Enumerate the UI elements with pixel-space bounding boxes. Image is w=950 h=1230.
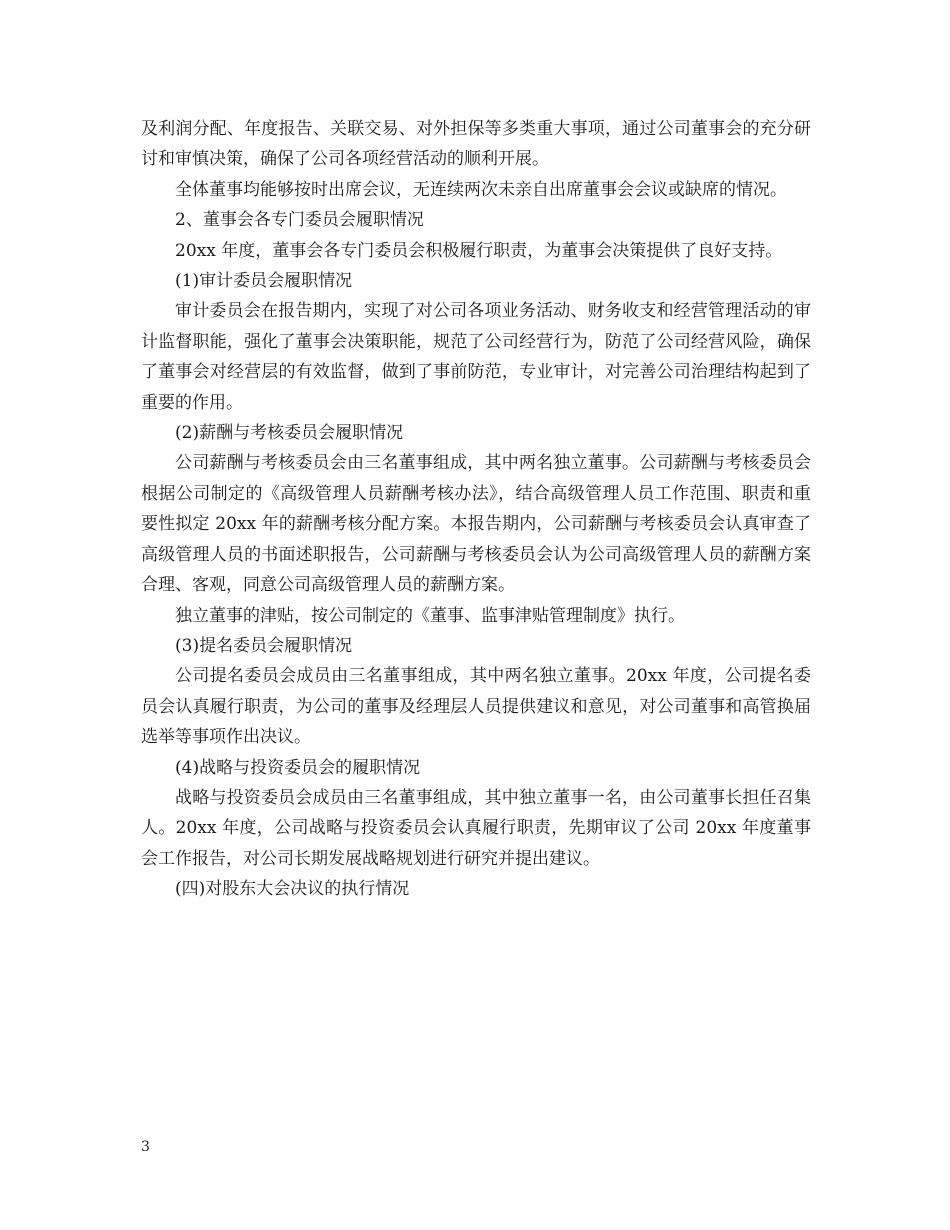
body-paragraph: 20xx 年度，董事会各专门委员会积极履行职责，为董事会决策提供了良好支持。 [175, 240, 783, 261]
body-paragraph: 公司提名委员会成员由三名董事组成，其中两名独立董事。20xx 年度，公司提名委员会认真履行职责，为公司的董事及经理层人员提供建议和意见，对公司董事和高管换届选举等事项作出决议。 [141, 666, 811, 748]
body-paragraph: 及利润分配、年度报告、关联交易、对外担保等多类重大事项，通过公司董事会的充分研讨和审慎决策，确保了公司各项经营活动的顺利开展。 [141, 119, 811, 170]
section-heading: (四)对股东大会决议的执行情况 [175, 879, 410, 900]
subsection-heading: (2)薪酬与考核委员会履职情况 [175, 423, 404, 444]
page-number: 3 [141, 1139, 150, 1155]
section-heading: 2、董事会各专门委员会履职情况 [175, 210, 424, 231]
body-paragraph: 全体董事均能够按时出席会议，无连续两次未亲自出席董事会会议或缺席的情况。 [175, 179, 787, 200]
body-paragraph: 战略与投资委员会成员由三名董事组成，其中独立董事一名，由公司董事长担任召集人。20xx 年度，公司战略与投资委员会认真履行职责，先期审议了公司 20xx 年度董事会工作报告，对公司长期发展战略规划进行研究并提出建议。 [141, 787, 811, 869]
body-paragraph: 独立董事的津贴，按公司制定的《董事、监事津贴管理制度》执行。 [175, 605, 685, 626]
body-paragraph: 公司薪酬与考核委员会由三名董事组成，其中两名独立董事。公司薪酬与考核委员会根据公司制定的《高级管理人员薪酬考核办法》，结合高级管理人员工作范围、职责和重要性拟定 20xx 年的薪酬考核分配方案。本报告期内，公司薪酬与考核委员会认真审查了高级管理人员的书面述职报告，公司薪酬与考核委员会认为公司高级管理人员的薪酬方案合理、客观，同意公司高级管理人员的薪酬方案。 [141, 453, 811, 596]
subsection-heading: (3)提名委员会履职情况 [175, 635, 353, 656]
subsection-heading: (1)审计委员会履职情况 [175, 271, 353, 292]
document-body [141, 114, 811, 905]
body-paragraph: 审计委员会在报告期内，实现了对公司各项业务活动、财务收支和经营管理活动的审计监督职能，强化了董事会决策职能，规范了公司经营行为，防范了公司经营风险，确保了董事会对经营层的有效监督，做到了事前防范，专业审计，对完善公司治理结构起到了重要的作用。 [141, 301, 811, 413]
subsection-heading: (4)战略与投资委员会的履职情况 [175, 757, 421, 778]
